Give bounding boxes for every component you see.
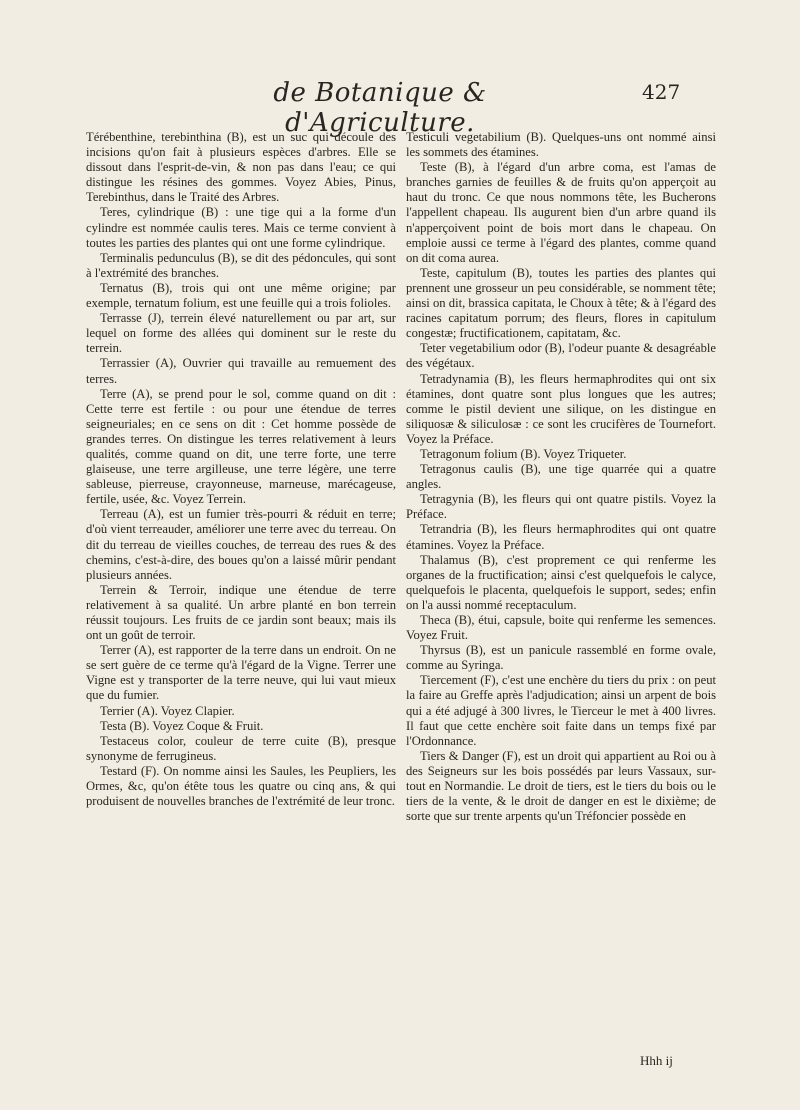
entry-terminalis: Terminalis pedunculus (B), se dit des pédoncules, qui sont à l'extrémité des branches.: [86, 250, 396, 280]
entry-teres: Teres, cylindrique (B) : une tige qui a la forme d'un cylindre est nommée caulis teres. Mais ce terme convient à toutes les parties des plantes qui ont une forme cylindrique.: [86, 205, 396, 250]
entry-tetradynamia: Tetradynamia (B), les fleurs hermaphrodites qui ont six étamines, dont quatre sont plus longues que les autres; comme le pistil devient une silique, on les distingue en siliquosæ & siliculosæ : ce sont les crucifères de Tournefort. Voyez la Préface.: [406, 371, 716, 446]
entry-tetragonum: Tetragonum folium (B). Voyez Triqueter.: [420, 446, 627, 461]
entry-tiers-danger: Tiers & Danger (F), est un droit qui appartient au Roi ou à des Seigneurs sur les bois possédés par leurs Vassaux, sur-tout en Normandie. Le droit de tiers, est le tiers du bois ou le tiers de la vente, & le droit de danger en est le dixième; de sorte que sur trente arpents qu'un Tréfoncier possède en: [406, 748, 716, 824]
entry-testa: Testa (B). Voyez Coque & Fruit.: [100, 718, 264, 733]
entry-testiculi: Testiculi vegetabilium (B). Quelques-uns ont nommé ainsi les sommets des étamines.: [406, 130, 716, 160]
entry-tetragynia: Tetragynia (B), les fleurs qui ont quatre pistils. Voyez la Préface.: [406, 492, 716, 522]
entry-teter: Teter vegetabilium odor (B), l'odeur puante & desagréable des végétaux.: [406, 341, 716, 371]
page-number: 427: [642, 80, 681, 104]
entry-theca: Theca (B), étui, capsule, boite qui renferme les semences. Voyez Fruit.: [406, 613, 716, 643]
entry-terrasse: Terrasse (J), terrein élevé naturellement ou par art, sur lequel on forme des allées qui dominent sur le reste du terrein.: [86, 311, 396, 356]
left-column: [86, 130, 396, 809]
entry-thalamus: Thalamus (B), c'est proprement ce qui renferme les organes de la fructification; ainsi c'est quelquefois le calyce, quelquefois le placenta, quelquefois le support, sedes; enfin on l'a aussi nommé receptaculum.: [406, 552, 716, 612]
entry-terrier: Terrier (A). Voyez Clapier.: [100, 703, 235, 718]
entry-teste-coma: Teste (B), à l'égard d'un arbre coma, est l'amas de branches garnies de feuilles & de fruits qu'on apperçoit au haut du tronc. Ce que nous nommons tête, les Bucherons l'appellent chapeau. Ils augurent bien d'un arbre quand ils n'apperçoivent point de bois mort dans le chapeau. On emploie aussi ce terme à l'égard des plantes, comme quand on dit coma aurea.: [406, 160, 716, 265]
entry-terrer: Terrer (A), est rapporter de la terre dans un endroit. On ne se sert guère de ce terme qu'à l'égard de la Vigne. Terrer une Vigne est y transporter de la terre neuve, qui lui vaut mieux que du fumier.: [86, 643, 396, 703]
entry-teste-capitulum: Teste, capitulum (B), toutes les parties des plantes qui prennent une grosseur un peu considérable, se nomment tête; ainsi on dit, brassica capitata, le Choux à tête; & à l'égard des racines capitatum porrum; des fleurs, flores in capitulum congestæ; fructificationem, capitatam, &c.: [406, 265, 716, 341]
running-title: de Botanique & d'Agriculture.: [273, 78, 487, 138]
entry-tetrandria: Tetrandria (B), les fleurs hermaphrodites qui ont quatre étamines. Voyez la Préface.: [406, 522, 716, 552]
entry-terrein: Terrein & Terroir, indique une étendue de terre relativement à sa qualité. Un arbre planté en bon terrein réussit toujours. Les fruits de ce jardin sont beaux; mais ils ont un goût de terroir.: [86, 582, 396, 643]
entry-tiercement: Tiercement (F), c'est une enchère du tiers du prix : on peut la faire au Greffe après l'adjudication; ainsi un arpent de bois qui a été adjugé à 300 livres, le Tierceur le met à 400 livres. Il faut que cette enchère soit faite dans un temps fixé par l'Ordonnance.: [406, 673, 716, 748]
entry-terreau: Terreau (A), est un fumier très-pourri & réduit en terre; d'où vient terreauder, améliorer une terre avec du terreau. On dit du terreau de vieilles couches, de terreau des rues & des chemins, c'est-à-dire, des boues qu'on a laissé mûrir pendant plusieurs années.: [86, 507, 396, 582]
entry-thyrsus: Thyrsus (B), est un panicule rassemblé en forme ovale, comme au Syringa.: [406, 643, 716, 673]
entry-terrassier: Terrassier (A), Ouvrier qui travaille au remuement des terres.: [86, 356, 396, 386]
entry-tetragonus: Tetragonus caulis (B), une tige quarrée qui a quatre angles.: [406, 462, 716, 492]
signature-mark: Hhh ij: [640, 1053, 673, 1068]
entry-ternatus: Ternatus (B), trois qui ont une même origine; par exemple, ternatum folium, est une feuille qui a trois folioles.: [86, 280, 396, 311]
right-column: [406, 130, 716, 824]
entry-terebenthine: Térébenthine, terebinthina (B), est un suc qui découle des incisions qu'on fait à plusieurs espèces d'arbres. Elle se dissout dans l'esprit-de-vin, & non pas dans l'eau; ce qui distingue les résines des gommes. Voyez Abies, Pinus, Terebinthus, dans le Traité des Arbres.: [86, 130, 396, 205]
entry-terre: Terre (A), se prend pour le sol, comme quand on dit : Cette terre est fertile : ou pour une étendue de terres seigneuriales; en ce sens on dit : Cet homme possède de grandes terres. On distingue les terres relativement à leurs qualités, comme quand on dit, une terre forte, une terre glaiseuse, une terre argilleuse, une terre légère, une terre sableuse, pierreuse, crayonneuse, marneuse, marécageuse, fertile, usée, &c. Voyez Terrein.: [86, 386, 396, 507]
entry-testard: Testard (F). On nomme ainsi les Saules, les Peupliers, les Ormes, &c, qu'on étête tous les quatre ou cinq ans, & qui produisent de nouvelles branches de l'extrémité de leur tronc.: [86, 763, 396, 809]
entry-testaceus: Testaceus color, couleur de terre cuite (B), presque synonyme de ferrugineus.: [86, 733, 396, 763]
